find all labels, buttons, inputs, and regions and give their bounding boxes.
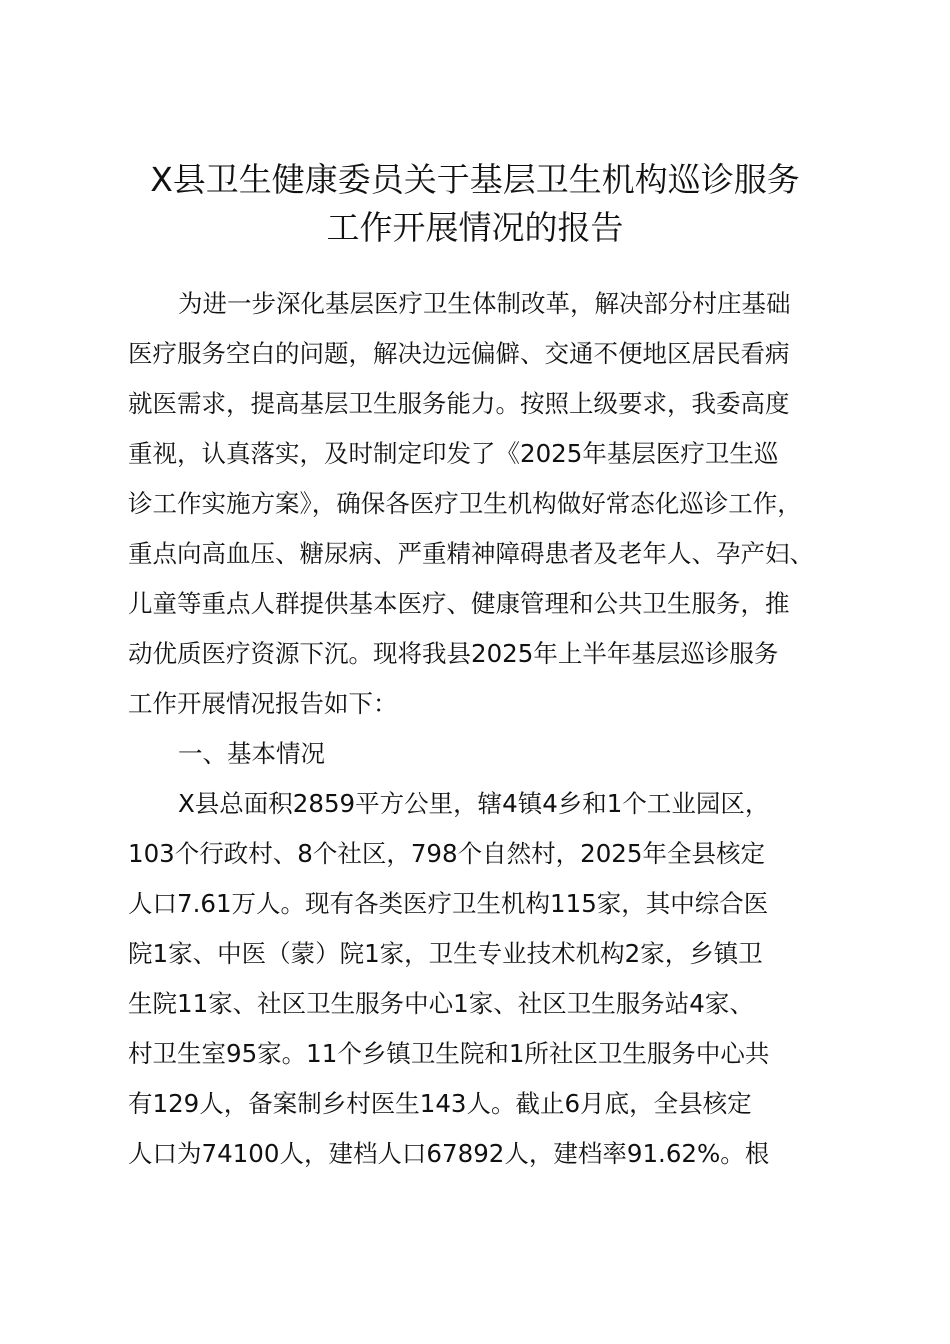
paragraph-line: 生院11家、社区卫生服务中心1家、社区卫生服务站4家、 <box>128 989 754 1018</box>
paragraph-line: 院1家、中医（蒙）院1家，卫生专业技术机构2家，乡镇卫 <box>128 939 763 968</box>
paragraph-line: 就医需求，提高基层卫生服务能力。按照上级要求，我委高度 <box>128 389 790 418</box>
paragraph-line: 重点向高血压、糖尿病、严重精神障碍患者及老年人、孕产妇、 <box>128 539 814 568</box>
section-heading: 一、基本情况 <box>178 739 325 768</box>
paragraph-line: 有129人，备案制乡村医生143人。截止6月底，全县核定 <box>128 1089 752 1118</box>
paragraph-line: 儿童等重点人群提供基本医疗、健康管理和公共卫生服务，推 <box>128 589 790 618</box>
paragraph-line: X县总面积2859平方公里，辖4镇4乡和1个工业园区， <box>178 789 770 818</box>
paragraph-line: 人口为74100人，建档人口67892人，建档率91.62%。根 <box>128 1139 770 1168</box>
paragraph-line: 重视，认真落实，及时制定印发了《2025年基层医疗卫生巡 <box>128 439 779 468</box>
document-title-line-1: X县卫生健康委员关于基层卫生机构巡诊服务 <box>150 160 800 199</box>
paragraph-line: 为进一步深化基层医疗卫生体制改革，解决部分村庄基础 <box>178 289 791 318</box>
paragraph-line: 村卫生室95家。11个乡镇卫生院和1所社区卫生服务中心共 <box>128 1039 770 1068</box>
paragraph-line: 动优质医疗资源下沉。现将我县2025年上半年基层巡诊服务 <box>128 639 779 668</box>
document-title-line-2: 工作开展情况的报告 <box>326 208 624 247</box>
paragraph-line: 103个行政村、8个社区，798个自然村，2025年全县核定 <box>128 839 765 868</box>
paragraph-line: 诊工作实施方案》，确保各医疗卫生机构做好常态化巡诊工作， <box>128 489 802 518</box>
paragraph-line: 医疗服务空白的问题，解决边远偏僻、交通不便地区居民看病 <box>128 339 790 368</box>
paragraph-line: 工作开展情况报告如下： <box>128 689 398 718</box>
paragraph-line: 人口7.61万人。现有各类医疗卫生机构115家，其中综合医 <box>128 889 769 918</box>
